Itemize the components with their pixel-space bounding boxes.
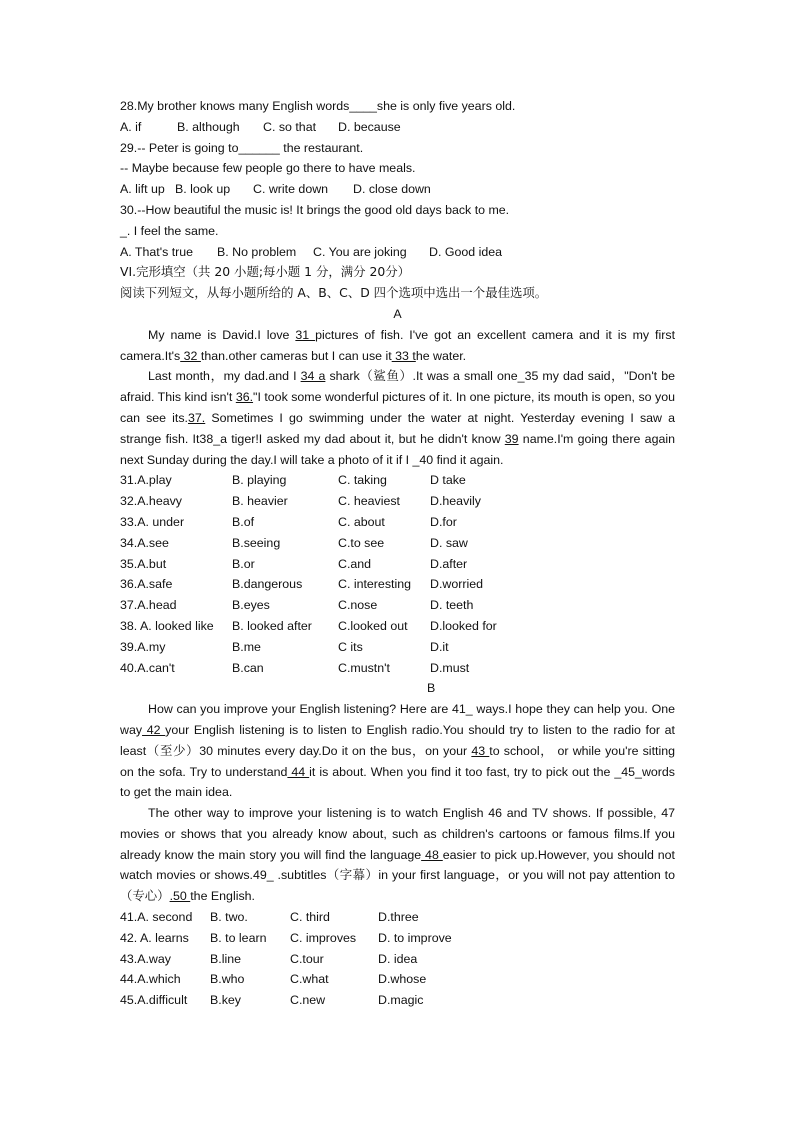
option-c: C. about bbox=[338, 514, 385, 529]
option-d: D. to improve bbox=[378, 930, 452, 945]
option-b: B.of bbox=[232, 514, 255, 529]
question-options-row bbox=[120, 554, 675, 575]
text: easier to pick up.However, you should not watch movies or shows.49_ .subtitles（字幕）in your first language，or you will not pay attention to（专心） bbox=[120, 847, 675, 904]
passage-b-questions bbox=[120, 907, 675, 1011]
text: My name is David.I love bbox=[148, 327, 296, 342]
option-c: C. interesting bbox=[338, 577, 412, 592]
passage-a-paragraph-2 bbox=[120, 366, 675, 470]
option-c: C.what bbox=[290, 972, 329, 987]
option-a: 44.A.which bbox=[120, 972, 181, 987]
option-b: B. playing bbox=[232, 473, 287, 488]
option-d: D. close down bbox=[353, 182, 431, 197]
passage-b-paragraph-1 bbox=[120, 699, 675, 803]
option-c: C. heaviest bbox=[338, 494, 400, 509]
option-a: 45.A.difficult bbox=[120, 993, 188, 1008]
question-options-row bbox=[120, 658, 675, 679]
question-options-row bbox=[120, 533, 675, 554]
text: Sometimes I go swimming under the water at night. Yesterday evening I saw a strange fish. It38_a tiger!I asked my dad about it, but he didn't know bbox=[120, 410, 675, 446]
option-d: D.must bbox=[430, 660, 470, 675]
blank-48: 48 bbox=[421, 847, 443, 862]
option-a: 37.A.head bbox=[120, 598, 177, 613]
text: to school， or while you're sitting on the sofa. Try to understand bbox=[120, 743, 675, 779]
passage-b-label: B bbox=[427, 681, 436, 696]
question-options-row bbox=[120, 616, 675, 637]
option-c: C. taking bbox=[338, 473, 387, 488]
question-options-row bbox=[120, 928, 675, 949]
text: it is about. When you find it too fast, try to pick out the _45_words to get the main idea. bbox=[120, 764, 675, 800]
question-29-stem: 29.-- Peter is going to______ the restaurant. bbox=[120, 140, 364, 155]
option-c: C.and bbox=[338, 556, 372, 571]
option-d: D. Good idea bbox=[429, 244, 503, 259]
option-d: D.after bbox=[430, 556, 468, 571]
option-b: B.or bbox=[232, 556, 255, 571]
text: The other way to improve your listening is to watch English 46 and TV shows. If possible, 47 movies or shows that you already know about, such as children's cartoons or famous films.If you already know the main story you will find the language bbox=[120, 806, 675, 862]
section-instruction: 阅读下列短文，从每小题所给的 A、B、C、D 四个选项中选出一个最佳选项。 bbox=[120, 285, 548, 301]
option-d: D.three bbox=[378, 910, 419, 925]
option-c: C.mustn't bbox=[338, 660, 390, 675]
option-c: C. third bbox=[290, 910, 330, 925]
question-options-row bbox=[120, 990, 675, 1011]
option-c: C. write down bbox=[253, 182, 329, 197]
option-d: D. because bbox=[338, 119, 401, 134]
option-d: D.magic bbox=[378, 993, 424, 1008]
text: shark（鲨鱼）.It was a small one_35 my dad said，"Don't be afraid. This kind isn't bbox=[120, 369, 675, 405]
option-b: B.eyes bbox=[232, 598, 270, 613]
option-a: 42. A. learns bbox=[120, 930, 189, 945]
question-28-options bbox=[120, 117, 675, 138]
option-b: B.seeing bbox=[232, 535, 281, 550]
question-options-row bbox=[120, 574, 675, 595]
option-a: 32.A.heavy bbox=[120, 494, 182, 509]
question-options-row bbox=[120, 907, 675, 928]
text: How can you improve your English listening? Here are 41_ ways.I hope they can help you. One way bbox=[120, 702, 675, 737]
option-b: B. two. bbox=[210, 910, 248, 925]
question-30-dialog: _. I feel the same. bbox=[120, 223, 219, 238]
blank-39: 39 bbox=[504, 431, 519, 446]
text: your English listening is to listen to English radio.You should try to listen to the radio for at least（至少）30 minutes every day.Do it on the bus，on your bbox=[120, 722, 675, 758]
option-d: D.looked for bbox=[430, 618, 497, 633]
text: the English. bbox=[190, 889, 255, 904]
option-a: 39.A.my bbox=[120, 639, 166, 654]
question-options-row bbox=[120, 491, 675, 512]
blank-44: 44 bbox=[287, 764, 310, 779]
option-b: B. No problem bbox=[217, 244, 297, 259]
option-b: B. to learn bbox=[210, 930, 267, 945]
question-options-row bbox=[120, 595, 675, 616]
option-a: 40.A.can't bbox=[120, 660, 175, 675]
option-a: 36.A.safe bbox=[120, 577, 173, 592]
text: "I took some wonderful pictures of it. In one picture, its mouth is open, so you can see its. bbox=[120, 390, 675, 425]
question-options-row bbox=[120, 949, 675, 970]
question-options-row bbox=[120, 512, 675, 533]
option-a: A. That's true bbox=[120, 244, 194, 259]
passage-b-paragraph-2 bbox=[120, 803, 675, 907]
question-29-dialog: -- Maybe because few people go there to have meals. bbox=[120, 161, 416, 176]
question-options-row bbox=[120, 470, 675, 491]
option-b: B.me bbox=[232, 639, 261, 654]
blank-42: 42 bbox=[142, 722, 166, 737]
option-d: D.it bbox=[430, 639, 449, 654]
option-d: D.heavily bbox=[430, 494, 481, 509]
option-c: C.tour bbox=[290, 951, 324, 966]
blank-37: 37. bbox=[188, 410, 206, 425]
text: he water. bbox=[415, 348, 467, 363]
question-options-row bbox=[120, 969, 675, 990]
question-options-row bbox=[120, 637, 675, 658]
option-b: B. look up bbox=[175, 182, 231, 197]
option-d: D. teeth bbox=[430, 598, 474, 613]
option-d: D. saw bbox=[430, 535, 468, 550]
blank-43: 43 bbox=[471, 743, 490, 758]
option-c: C its bbox=[338, 639, 363, 654]
option-b: B.line bbox=[210, 951, 241, 966]
option-b: B. although bbox=[177, 119, 240, 134]
option-c: C.looked out bbox=[338, 618, 408, 633]
option-b: B. looked after bbox=[232, 618, 312, 633]
option-d: D. idea bbox=[378, 951, 418, 966]
text: pictures of fish. I've got an excellent camera and it is my first camera.It's bbox=[120, 327, 676, 363]
text: Last month，my dad.and I bbox=[148, 369, 301, 384]
option-d: D.for bbox=[430, 514, 457, 529]
blank-50: .50 bbox=[169, 889, 191, 904]
option-c: C.to see bbox=[338, 535, 385, 550]
blank-32: 32 bbox=[180, 348, 201, 363]
option-b: B.key bbox=[210, 993, 241, 1008]
question-30-options bbox=[120, 242, 675, 263]
question-29-options bbox=[120, 179, 675, 200]
option-b: B.who bbox=[210, 972, 245, 987]
option-a: A. if bbox=[120, 119, 142, 134]
passage-a-paragraph-1 bbox=[120, 325, 675, 367]
option-b: B.can bbox=[232, 660, 264, 675]
blank-34: 34 a bbox=[300, 369, 326, 384]
section-title: VI.完形填空（共 20 小题;每小题 1 分，满分 20分） bbox=[120, 264, 410, 280]
option-d: D take bbox=[430, 473, 466, 488]
option-b: B. heavier bbox=[232, 494, 288, 509]
option-c: C. You are joking bbox=[313, 244, 407, 259]
option-a: 43.A.way bbox=[120, 951, 171, 966]
option-c: C.new bbox=[290, 993, 326, 1008]
option-d: D.worried bbox=[430, 577, 484, 592]
text: than.other cameras but I can use it bbox=[200, 348, 392, 363]
option-c: C.nose bbox=[338, 598, 378, 613]
option-a: 38. A. looked like bbox=[120, 618, 214, 633]
blank-36: 36. bbox=[235, 390, 254, 405]
option-a: 31.A.play bbox=[120, 473, 172, 488]
passage-a-label: A bbox=[393, 306, 402, 321]
option-a: 33.A. under bbox=[120, 514, 185, 529]
option-a: 41.A. second bbox=[120, 910, 193, 925]
exam-page bbox=[120, 96, 675, 1011]
blank-33: 33 t bbox=[391, 348, 416, 363]
option-c: C. improves bbox=[290, 930, 357, 945]
question-28-stem: 28.My brother knows many English words____she is only five years old. bbox=[120, 99, 516, 113]
option-d: D.whose bbox=[378, 972, 427, 987]
option-a: A. lift up bbox=[120, 182, 165, 197]
blank-31: 31 bbox=[295, 327, 316, 342]
passage-a-questions bbox=[120, 470, 675, 678]
option-b: B.dangerous bbox=[232, 577, 303, 592]
question-30-stem: 30.--How beautiful the music is! It brings the good old days back to me. bbox=[120, 202, 510, 217]
option-c: C. so that bbox=[263, 119, 317, 134]
option-a: 35.A.but bbox=[120, 556, 167, 571]
text: name.I'm going there again next Sunday during the day.I will take a photo of it if I _40 find it again. bbox=[120, 431, 675, 467]
option-a: 34.A.see bbox=[120, 535, 169, 550]
